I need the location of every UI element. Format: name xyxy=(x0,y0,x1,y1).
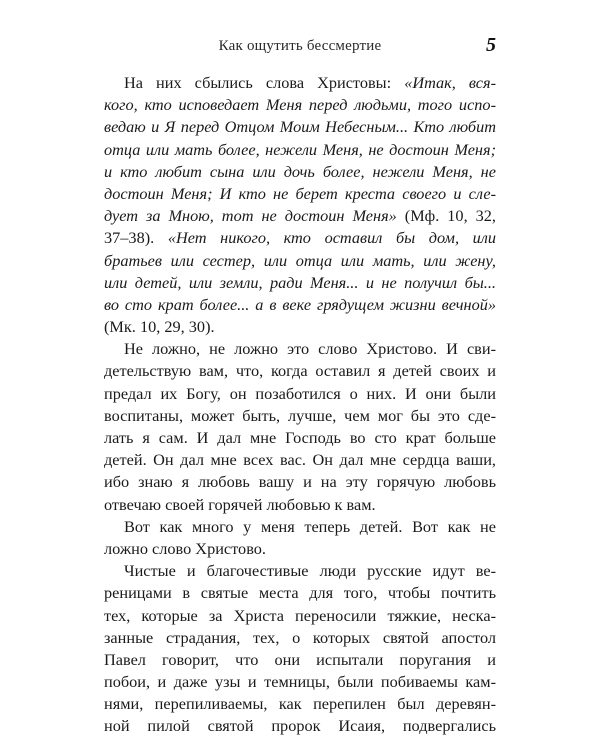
text-span: детельствую вам, что, когда оставил я детей своих и xyxy=(104,361,496,381)
text-span: предал их Богу, он позаботился о них. И они были xyxy=(104,383,496,403)
text-line xyxy=(104,338,496,360)
text-span: (Мк. 10, 29, 30). xyxy=(104,317,215,337)
text-line xyxy=(104,582,496,604)
text-line xyxy=(104,605,496,627)
text-line xyxy=(104,471,496,493)
text-line xyxy=(104,116,496,138)
text-line xyxy=(104,183,496,205)
text-line xyxy=(104,627,496,649)
italic-quote-span: ведаю и Я перед Отцом Моим Небесным... Кто любит xyxy=(104,117,496,137)
text-span: занные страдания, тех, о которых святой апостол xyxy=(104,627,496,647)
text-span: отвечаю своей горячей любовью к вам. xyxy=(104,494,376,514)
text-line xyxy=(104,316,496,338)
text-line xyxy=(104,250,496,272)
italic-quote-span: «Нет никого, кто оставил бы дом, или xyxy=(167,228,496,248)
text-line xyxy=(104,139,496,161)
text-line xyxy=(104,294,496,316)
text-line xyxy=(104,227,496,249)
italic-quote-span: дует за Мною, тот не достоин Меня» xyxy=(104,206,397,226)
text-span: побои, и даже узы и темницы, были побиваемы кам- xyxy=(104,672,496,692)
text-line xyxy=(104,272,496,294)
text-line xyxy=(104,516,496,538)
running-title: Как ощутить бессмертие xyxy=(218,38,382,54)
text-line xyxy=(104,383,496,405)
page-header xyxy=(104,36,496,60)
text-span: ложно слово Христово. xyxy=(104,538,266,558)
text-line xyxy=(104,715,496,737)
italic-quote-span: или детей, или земли, ради Меня... и не получил бы... xyxy=(104,272,496,292)
text-line xyxy=(104,538,496,560)
italic-quote-span: во сто крат более... а в веке грядущем жизни вечной» xyxy=(104,294,496,314)
text-line xyxy=(104,72,496,94)
text-span: тех, которые за Христа переносили тяжкие, неска- xyxy=(104,605,496,625)
text-span: Вот как много у меня теперь детей. Вот как не xyxy=(124,516,496,536)
text-span: ибо знаю я любовь вашу и на эту горячую любовь xyxy=(104,472,496,492)
text-line xyxy=(104,494,496,516)
text-line xyxy=(104,427,496,449)
text-line xyxy=(104,560,496,582)
italic-quote-span: отца или мать более, нежели Меня, не достоин Меня; xyxy=(104,139,496,159)
text-span: лать я сам. И дал мне Господь во сто крат больше xyxy=(104,428,496,447)
text-span: нями, перепиливаемы, как перепилен был деревян- xyxy=(104,694,496,714)
text-span: воспитаны, может быть, лучше, чем мог бы это сде- xyxy=(104,405,496,425)
text-span: Павел говорит, что они испытали поругания и xyxy=(104,649,496,669)
italic-quote-span: «Итак, вся- xyxy=(404,73,496,92)
text-line xyxy=(104,205,496,227)
text-line xyxy=(104,161,496,183)
text-line xyxy=(104,405,496,427)
page-number: 5 xyxy=(486,34,496,56)
text-span: 37–38). xyxy=(104,228,168,248)
italic-quote-span: и кто любит сына или дочь более, нежели Меня, не xyxy=(104,161,496,181)
text-line xyxy=(104,693,496,715)
text-span: детей. Он дал мне всех вас. Он дал мне сердца ваши, xyxy=(104,450,496,470)
italic-quote-span: кого, кто исповедает Меня перед людьми, того испо- xyxy=(104,95,496,115)
italic-quote-span: достоин Меня; И кто не берет креста своего и сле- xyxy=(104,183,496,203)
text-line xyxy=(104,360,496,382)
text-span: На них сбылись слова Христовы: xyxy=(124,73,405,92)
text-line xyxy=(104,649,496,671)
text-line xyxy=(104,449,496,471)
italic-quote-span: братьев или сестер, или отца или мать, или жену, xyxy=(104,250,496,270)
text-line xyxy=(104,671,496,693)
body-text xyxy=(104,72,496,738)
text-span: (Мф. 10, 32, xyxy=(396,206,496,226)
text-span: ной пилой святой пророк Исаия, подвергались xyxy=(104,716,496,736)
text-line xyxy=(104,94,496,116)
text-span: Не ложно, не ложно это слово Христово. И сви- xyxy=(124,339,496,359)
text-span: реницами в святые места для того, чтобы почтить xyxy=(104,583,496,603)
text-span: Чистые и благочестивые люди русские идут ве- xyxy=(124,561,496,581)
